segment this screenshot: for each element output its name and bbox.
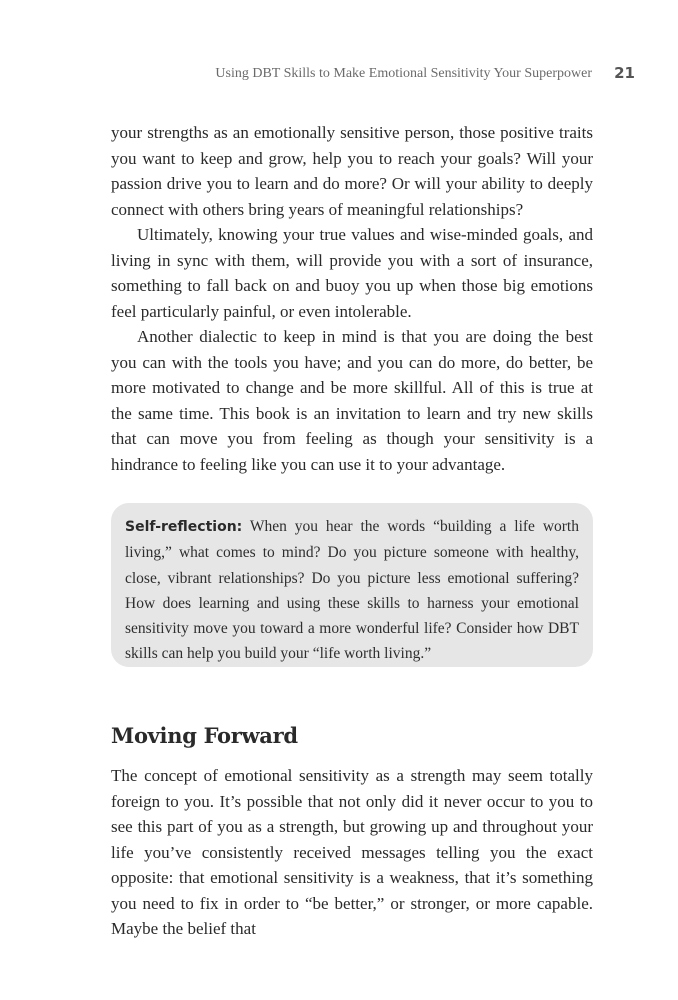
paragraph: Ultimately, knowing your true values and wise-minded goals, and living in sync with them, will provide you with a sort of insurance, something to fall back on and buoy you up when those big emotions feel particularly painful, or even intolerable.: [111, 225, 593, 321]
paragraph: The concept of emotional sensitivity as a strength may seem totally foreign to you. It’s possible that not only did it never occur to you to see this part of you as a strength, but growing up and throughout your life you’ve consistently received messages telling you the exact opposite: that emotional sensitivity is a weakness, that it’s something you need to fix in order to “be better,” or stronger, or more capable. Maybe the belief that: [111, 766, 593, 938]
self-reflection-text-block: [125, 514, 579, 667]
self-reflection-box: [111, 503, 593, 667]
paragraph: Another dialectic to keep in mind is that you are doing the best you can with the tools you have; and you can do more, do better, be more motivated to change and be more skillful. All of this is true at the same time. This book is an invitation to learn and try new skills that can move you from feeling as though your sensitivity is a hindrance to feeling like you can use it to your advantage.: [111, 327, 593, 474]
body-text-bottom: [111, 763, 593, 942]
running-head: [0, 64, 678, 86]
running-title: Using DBT Skills to Make Emotional Sensitivity Your Superpower: [215, 66, 592, 81]
body-text-top: [111, 120, 593, 477]
page-number: 21: [614, 64, 635, 82]
self-reflection-text: When you hear the words “building a life worth living,” what comes to mind? Do you picture someone with healthy, close, vibrant relationships? Do you picture less emotional suffering? How does learning and using these skills to harness your emotional sensitivity move you toward a more wonderful life? Consider how DBT skills can help you build your “life worth living.”: [125, 518, 579, 663]
section-heading: Moving Forward: [111, 723, 298, 748]
self-reflection-label: Self-reflection:: [125, 519, 243, 535]
paragraph: your strengths as an emotionally sensitive person, those positive traits you want to keep and grow, help you to reach your goals? Will your passion drive you to learn and do more? Or will your ability to deeply connect with others bring years of meaningful relationships?: [111, 123, 593, 219]
